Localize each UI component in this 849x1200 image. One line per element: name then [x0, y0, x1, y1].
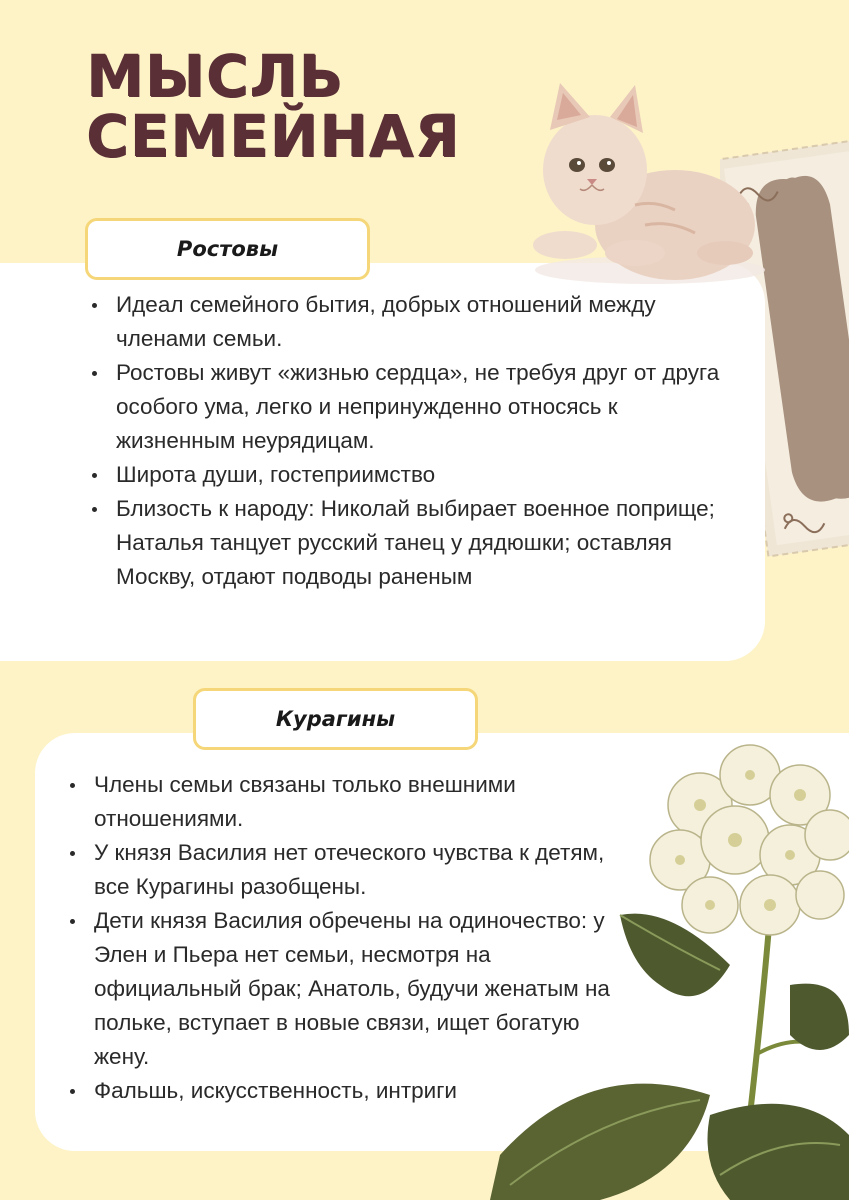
rostovy-list-item: Идеал семейного бытия, добрых отношений между членами семьи.: [90, 288, 730, 356]
page-title: [86, 42, 461, 170]
kuraginy-list-item: Фальшь, искусственность, интриги: [68, 1074, 628, 1108]
rostovy-list-item: Ростовы живут «жизнью сердца», не требуя друг от друга особого ума, легко и непринужденно относясь к жизненным неурядицам.: [90, 356, 730, 458]
kitten-illustration: [525, 75, 765, 285]
rostovy-heading: Ростовы: [176, 237, 279, 261]
page-title-line-1: МЫСЛЬ: [86, 42, 344, 110]
kuraginy-heading-tab: [193, 688, 478, 750]
kuraginy-heading: Курагины: [275, 707, 396, 731]
page-title-line-2: СЕМЕЙНАЯ: [86, 102, 461, 170]
rostovy-list-item: Широта души, гостеприимство: [90, 458, 730, 492]
rostovy-list-item: Близость к народу: Николай выбирает военное поприще; Наталья танцует русский танец у дядюшки; оставляя Москву, отдают подводы раненым: [90, 492, 730, 594]
kuraginy-list-item: Члены семьи связаны только внешними отношениями.: [68, 768, 628, 836]
kuraginy-list-item: У князя Василия нет отеческого чувства к детям, все Курагины разобщены.: [68, 836, 628, 904]
kuraginy-list: [68, 768, 628, 1108]
kuraginy-list-item: Дети князя Василия обречены на одиночество: у Элен и Пьера нет семьи, несмотря на официальный брак; Анатоль, будучи женатым на польке, вступает в новые связи, ищет богатую жену.: [68, 904, 628, 1074]
rostovy-heading-tab: [85, 218, 370, 280]
rostovy-list: [90, 288, 730, 594]
